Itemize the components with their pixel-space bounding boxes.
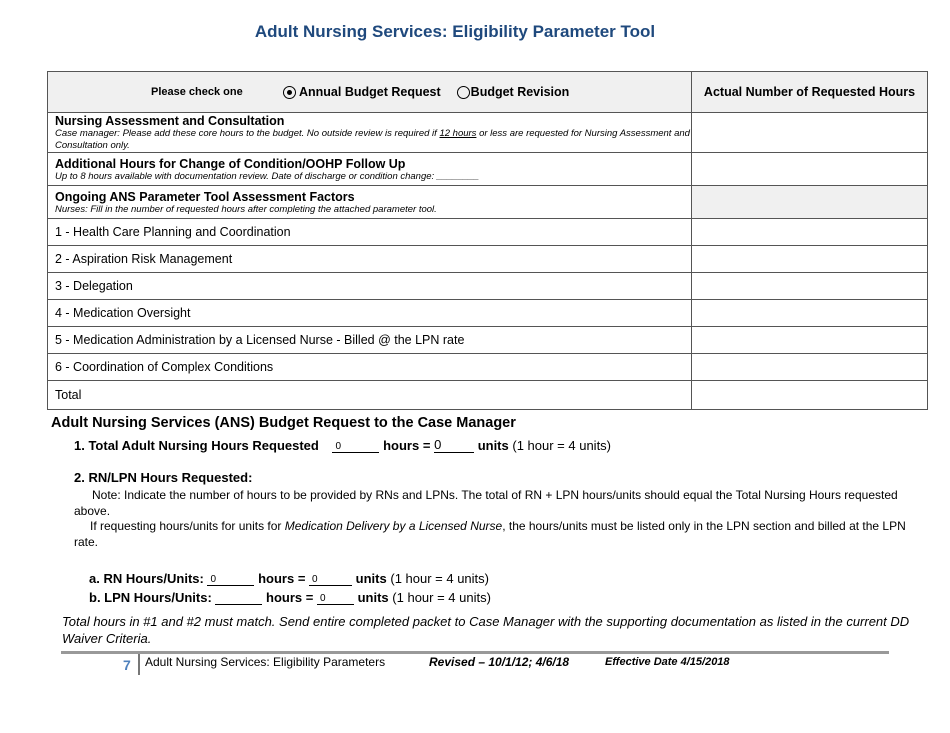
- hours-input[interactable]: [692, 300, 928, 327]
- hours-input[interactable]: [692, 113, 928, 153]
- hours-input[interactable]: [692, 153, 928, 186]
- factor-row: 4 - Medication Oversight: [48, 300, 928, 327]
- footer-revised: Revised – 10/1/12; 4/6/18: [429, 655, 570, 669]
- section-row: [48, 153, 928, 186]
- requested-hours-header: Actual Number of Requested Hours: [692, 72, 928, 113]
- hours-input[interactable]: [692, 327, 928, 354]
- rn-units-field[interactable]: 0: [309, 574, 352, 586]
- budget-request-heading: Adult Nursing Services (ANS) Budget Request to the Case Manager: [51, 415, 516, 431]
- section-row: [48, 186, 928, 219]
- factor-row: 2 - Aspiration Risk Management: [48, 246, 928, 273]
- section-heading: Nursing Assessment and Consultation: [55, 114, 285, 128]
- page-number: 7: [123, 657, 131, 673]
- section-heading: Ongoing ANS Parameter Tool Assessment Factors: [55, 189, 355, 204]
- hours-input[interactable]: [692, 354, 928, 381]
- section-note: Up to 8 hours available with documentation review. Date of discharge or condition change: ________: [55, 170, 480, 182]
- closing-instructions: Total hours in #1 and #2 must match. Send entire completed packet to Case Manager with the supporting documentation as listed in the current DD Waiver Criteria.: [62, 614, 910, 646]
- rn-lpn-heading: 2. RN/LPN Hours Requested:: [74, 470, 253, 485]
- hours-input[interactable]: [692, 273, 928, 300]
- budget-revision-radio[interactable]: Budget Revision: [457, 85, 570, 100]
- factor-row: 1 - Health Care Planning and Coordination: [48, 219, 928, 246]
- check-one-label: Please check one: [151, 86, 243, 98]
- table-header-row: [48, 72, 928, 113]
- factor-row: 3 - Delegation: [48, 273, 928, 300]
- total-hours-input[interactable]: [692, 381, 928, 410]
- total-hours-line: 1. Total Adult Nursing Hours Requested 0 hours = 0 units (1 hour = 4 units): [74, 437, 612, 453]
- total-row: Total: [48, 381, 928, 410]
- section-row: [48, 113, 928, 153]
- check-one-cell: [48, 72, 692, 113]
- total-hours-field[interactable]: 0: [332, 441, 379, 453]
- note-paragraph: Note: Indicate the number of hours to be provided by RNs and LPNs. The total of RN + LPN hours/units should equal the Total Nursing Hours requested above.: [74, 488, 898, 518]
- factor-row: 6 - Coordination of Complex Conditions: [48, 354, 928, 381]
- section-note: Case manager: Please add these core hours to the budget. No outside review is required if 12 hours or less are requested for Nursing Assessment and Consultation only.: [55, 128, 690, 151]
- parameter-table: [47, 71, 928, 410]
- shaded-cell: [692, 186, 928, 219]
- hours-input[interactable]: [692, 246, 928, 273]
- total-units-field[interactable]: 0: [434, 438, 474, 453]
- footer-effective-date: Effective Date 4/15/2018: [605, 656, 730, 668]
- footer-doc-title: Adult Nursing Services: Eligibility Parameters: [145, 655, 386, 669]
- footer-divider-bar: [138, 654, 140, 675]
- rn-hours-line: a. RN Hours/Units: 0 hours = 0 units (1 hour = 4 units): [89, 571, 489, 586]
- section-heading: Additional Hours for Change of Condition/OOHP Follow Up: [55, 156, 406, 171]
- lpn-hours-field[interactable]: [215, 604, 262, 605]
- radio-empty-icon: [457, 86, 470, 99]
- rn-hours-field[interactable]: 0: [207, 574, 254, 586]
- lpn-hours-line: b. LPN Hours/Units: hours = 0 units (1 hour = 4 units): [89, 590, 491, 605]
- lpn-note-paragraph: If requesting hours/units for units for Medication Delivery by a Licensed Nurse, the hours/units must be listed only in the LPN section and billed at the LPN rate.: [74, 519, 906, 549]
- hours-input[interactable]: [692, 219, 928, 246]
- factor-row: 5 - Medication Administration by a Licensed Nurse - Billed @ the LPN rate: [48, 327, 928, 354]
- lpn-units-field[interactable]: 0: [317, 593, 354, 605]
- section-note: Nurses: Fill in the number of requested hours after completing the attached parameter tool.: [55, 203, 437, 215]
- annual-budget-request-radio[interactable]: Annual Budget Request: [283, 85, 441, 100]
- page-footer: [61, 654, 889, 676]
- radio-selected-icon: [283, 86, 296, 99]
- page-title: Adult Nursing Services: Eligibility Parameter Tool: [254, 22, 656, 41]
